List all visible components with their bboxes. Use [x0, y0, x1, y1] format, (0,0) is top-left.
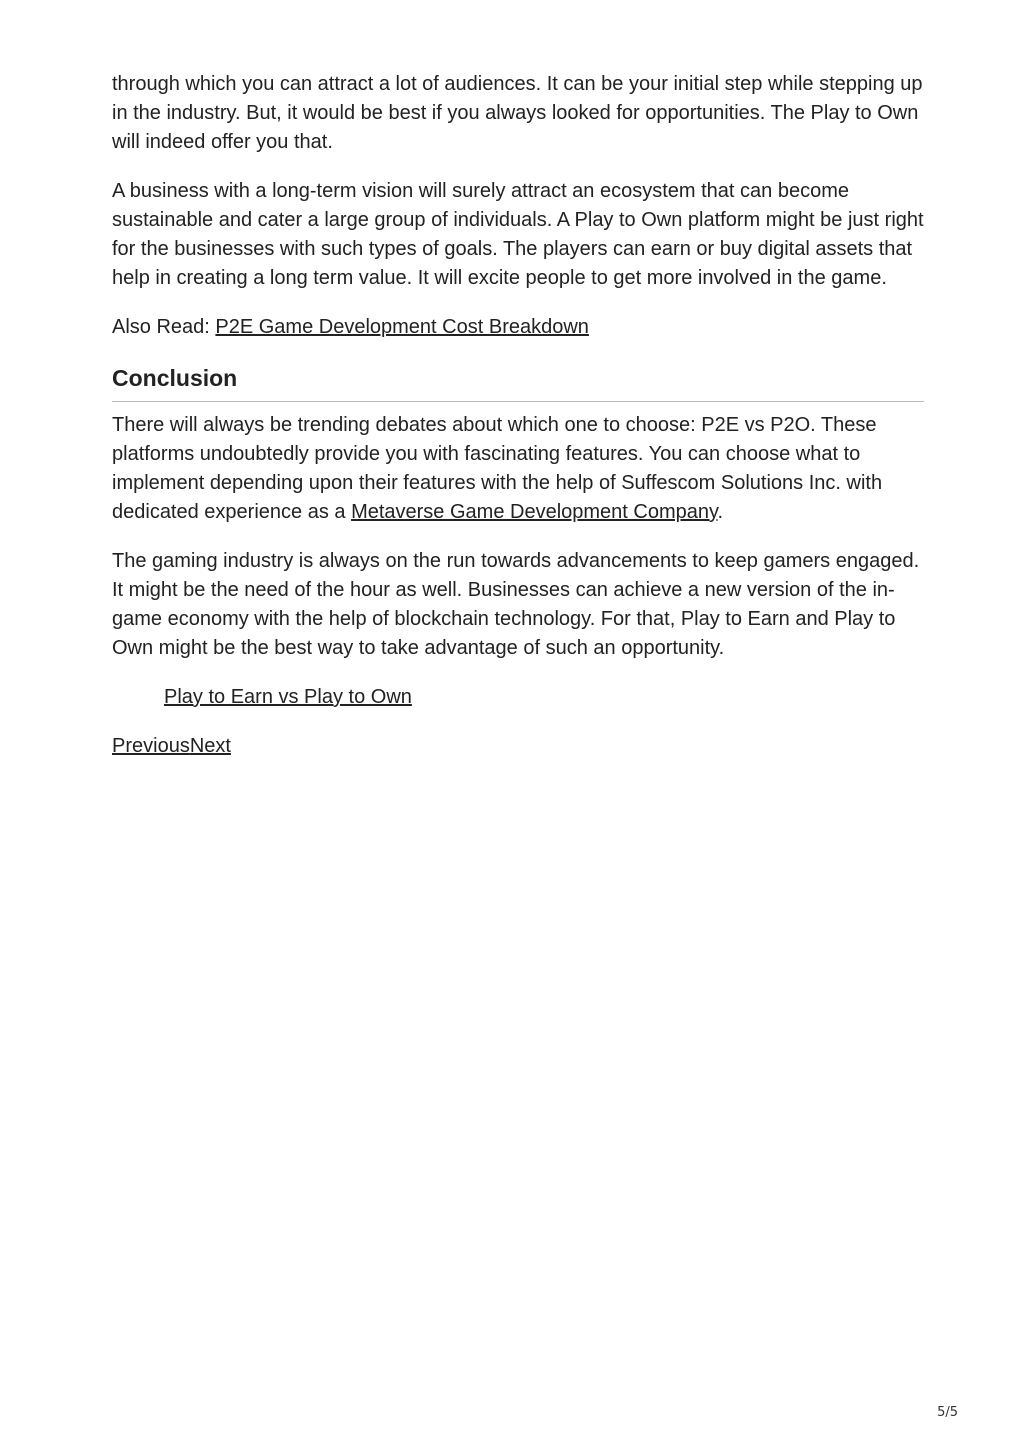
conclusion-period: . [717, 501, 724, 523]
pagination [112, 732, 924, 761]
also-read-line [112, 313, 924, 342]
conclusion-heading: Conclusion [112, 365, 238, 391]
paragraph-conclusion-2: The gaming industry is always on the run towards advancements to keep gamers engaged. It might be the need of the hour as well. Businesses can achieve a new version of the in-game economy with the help of blockchain technology. For that, Play to Earn and Play to Own might be the best way to take advantage of such an opportunity. [112, 550, 920, 659]
paragraph-long-term-vision: A business with a long-term vision will surely attract an ecosystem that can become sustainable and cater a large group of individuals. A Play to Own platform might be just right for the businesses with such types of goals. The players can earn or buy digital assets that help in creating a long term value. It will excite people to get more involved in the game. [112, 180, 924, 289]
heading-divider [112, 401, 924, 402]
page-number: 5/5 [937, 1405, 958, 1420]
tag-line [112, 683, 924, 712]
previous-link[interactable]: Previous [112, 735, 190, 757]
metaverse-company-link[interactable]: Metaverse Game Development Company [351, 501, 718, 523]
article-content [112, 70, 924, 781]
tag-link[interactable]: Play to Earn vs Play to Own [164, 686, 412, 708]
paragraph-intro: through which you can attract a lot of audiences. It can be your initial step while stepping up in the industry. But, it would be best if you always looked for opportunities. The Play to Own will indeed offer you that. [112, 73, 923, 153]
also-read-prefix: Also Read: [112, 316, 216, 338]
next-link[interactable]: Next [189, 735, 231, 757]
conclusion-text: There will always be trending debates about which one to choose: P2E vs P2O. These platforms undoubtedly provide you with fascinating features. You can choose what to implement depending upon their features with the help of Suffescom Solutions Inc. with dedicated experience as a [112, 414, 883, 523]
also-read-link[interactable]: P2E Game Development Cost Breakdown [215, 316, 589, 338]
paragraph-conclusion-1 [112, 411, 924, 527]
